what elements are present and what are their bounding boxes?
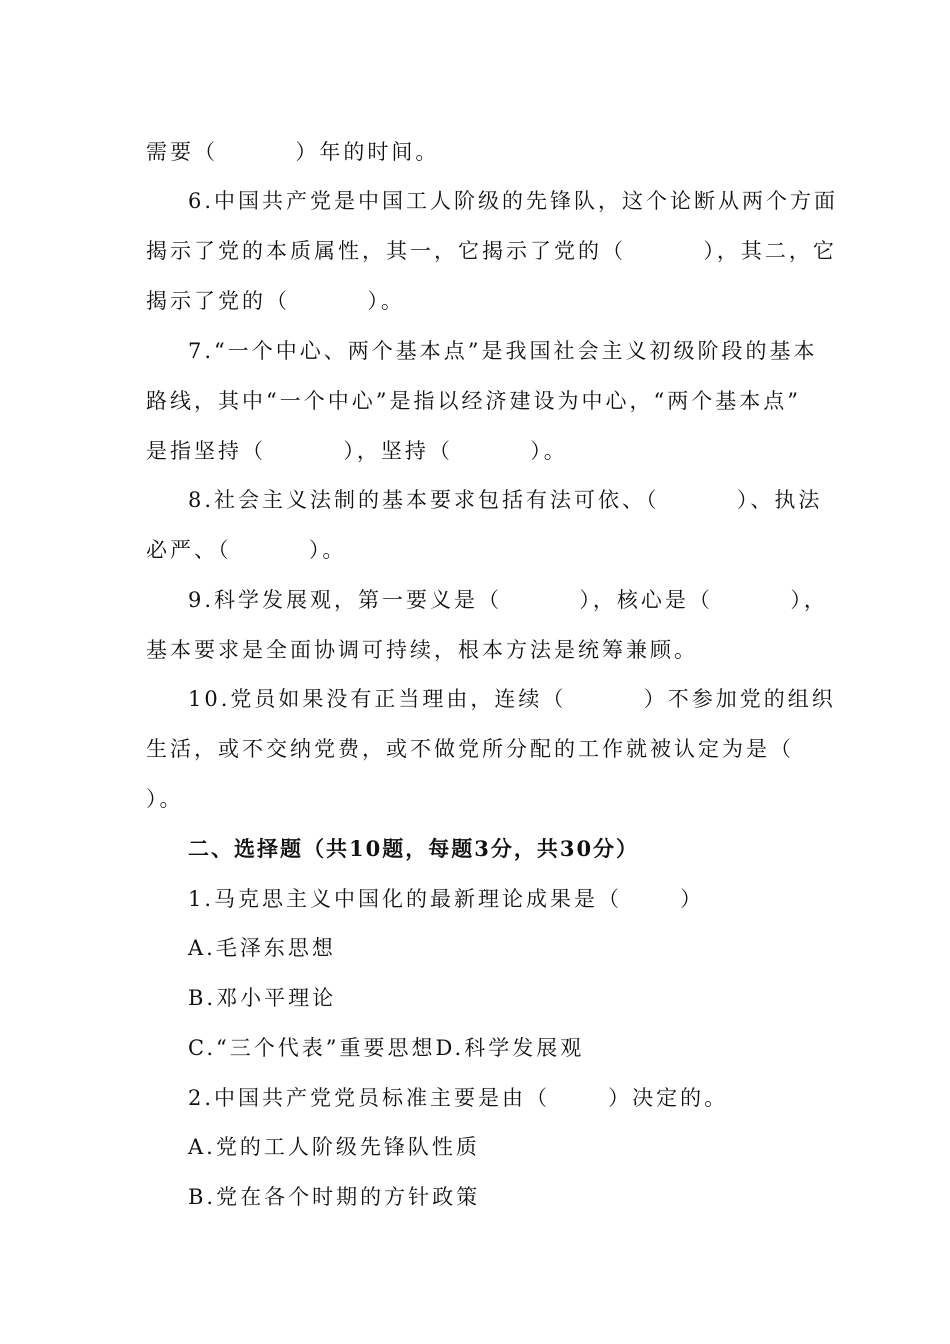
question-7-line-3: 是指坚持（ ），坚持（ ）。	[146, 439, 568, 463]
choice-1-option-c-d: C.“三个代表”重要思想D.科学发展观	[188, 1036, 585, 1060]
choice-1-option-b: B.邓小平理论	[188, 986, 337, 1010]
question-9-line-2: 基本要求是全面协调可持续，根本方法是统筹兼顾。	[146, 638, 698, 662]
question-6-line-2: 揭示了党的本质属性，其一，它揭示了党的（ ），其二，它	[146, 239, 837, 263]
question-10-line-3: ）。	[146, 787, 184, 811]
question-6-line-1: 6.中国共产党是中国工人阶级的先锋队，这个论断从两个方面	[188, 189, 839, 213]
question-8-line-2: 必严、（ ）。	[146, 538, 347, 562]
question-8-line-1: 8.社会主义法制的基本要求包括有法可依、（ ）、执法	[188, 488, 823, 512]
question-9-line-1: 9.科学发展观，第一要义是（ ），核心是（ ），	[188, 588, 828, 612]
question-6-line-3: 揭示了党的（ ）。	[146, 289, 405, 313]
choice-2-option-b: B.党在各个时期的方针政策	[188, 1185, 481, 1209]
choice-2-option-a: A.党的工人阶级先锋队性质	[188, 1135, 480, 1159]
section-heading: 二、选择题（共10题，每题3分，共30分）	[188, 836, 640, 861]
question-10-line-1: 10.党员如果没有正当理由，连续（ ）不参加党的组织	[188, 687, 836, 711]
question-7-line-1: 7.“一个中心、两个基本点”是我国社会主义初级阶段的基本	[188, 339, 818, 363]
question-10-line-2: 生活，或不交纳党费，或不做党所分配的工作就被认定为是（	[146, 737, 794, 761]
question-7-line-2: 路线，其中“一个中心”是指以经济建设为中心，“两个基本点”	[146, 389, 801, 413]
choice-question-1: 1.马克思主义中国化的最新理论成果是（ ）	[188, 887, 705, 911]
choice-question-2: 2.中国共产党党员标准主要是由（ ）决定的。	[188, 1086, 729, 1110]
text-line-continuation: 需要（ ）年的时间。	[146, 140, 440, 164]
choice-1-option-a: A.毛泽东思想	[188, 936, 336, 960]
